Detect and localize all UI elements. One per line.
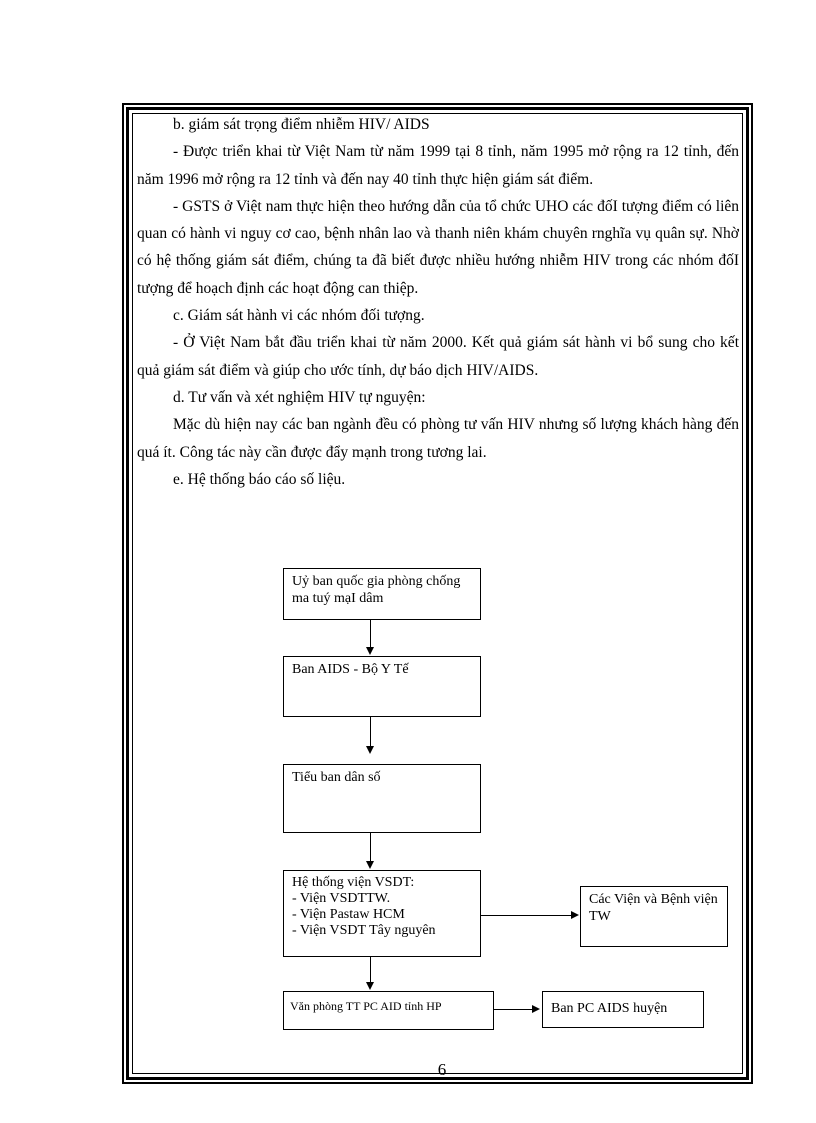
body-text xyxy=(137,111,739,493)
flow-box-population-subcommittee xyxy=(283,764,481,833)
flow-box-central-institutes xyxy=(580,886,728,947)
flow-box-aids-ministry-label: Ban AIDS - Bộ Y Tế xyxy=(292,662,409,677)
heading-b: b. giám sát trọng điểm nhiễm HIV/ AIDS xyxy=(173,116,430,133)
paragraph-d-1: Mặc dù hiện nay các ban ngành đều có phòng tư vấn HIV nhưng số lượng khách hàng đến quá ít. Công tác này cần được đẩy mạnh trong tương lai. xyxy=(137,416,739,461)
flow-box-vsdt-item: - Viện VSDTTW. xyxy=(292,891,391,906)
page-number: 6 xyxy=(437,1060,447,1079)
flow-box-national-committee-label: Uỷ ban quốc gia phòng chống ma tuý mạI dâm xyxy=(292,574,461,606)
heading-c: c. Giám sát hành vi các nhóm đối tượng. xyxy=(173,307,425,325)
arrow-right-icon xyxy=(571,911,579,919)
flow-box-national-committee xyxy=(283,568,481,620)
arrow-down-icon xyxy=(366,746,374,754)
flow-box-vsdt-system xyxy=(283,870,481,957)
paragraph-b-1: - Được triển khai từ Việt Nam từ năm 1999 tại 8 tỉnh, năm 1995 mở rộng ra 12 tỉnh, đến năm 1996 mở rộng ra 12 tỉnh và đến nay 40 tỉnh thực hiện giám sát điểm. xyxy=(137,143,739,188)
flow-connector-5 xyxy=(370,957,371,983)
flow-box-central-institutes-label: Các Viện và Bệnh viện TW xyxy=(589,892,718,924)
arrow-down-icon xyxy=(366,861,374,869)
flow-box-provincial-office-label: Văn phòng TT PC AID tỉnh HP xyxy=(290,999,442,1013)
flow-connector-2 xyxy=(370,717,371,747)
flow-connector-3 xyxy=(370,833,371,862)
flow-connector-6 xyxy=(494,1009,532,1010)
flow-connector-4 xyxy=(481,915,571,916)
paragraph-b-2: - GSTS ở Việt nam thực hiện theo hướng dẫn của tổ chức UHO các đốI tượng điểm có liên quan có hành vi nguy cơ cao, bệnh nhân lao và thanh niên khám chuyên rnghĩa vụ quân sự. Nhờ có hệ thống giám sát điểm, chúng ta đã biết được nhiều hướng nhiễm HIV trong các nhóm đốI tượng để hoạch định các hoạt động can thiệp. xyxy=(137,197,739,297)
flow-box-aids-ministry xyxy=(283,656,481,717)
arrow-right-icon xyxy=(532,1005,540,1013)
heading-e: e. Hệ thống báo cáo số liệu. xyxy=(173,470,346,488)
flow-connector-1 xyxy=(370,620,371,648)
arrow-down-icon xyxy=(366,982,374,990)
heading-d: d. Tư vấn và xét nghiệm HIV tự nguyện: xyxy=(173,388,426,406)
flow-box-vsdt-item: - Viện Pastaw HCM xyxy=(292,907,405,922)
flow-box-vsdt-system-title: Hệ thống viện VSDT: xyxy=(292,875,415,890)
paragraph-c-1: - Ở Việt Nam bắt đầu triển khai từ năm 2000. Kết quả giám sát hành vi bổ sung cho kết quả giám sát điểm và giúp cho ước tính, dự báo dịch HIV/AIDS. xyxy=(137,334,739,379)
flow-box-district-aids xyxy=(542,991,704,1028)
flow-box-district-aids-label: Ban PC AIDS huyện xyxy=(551,1001,668,1016)
flow-box-population-subcommittee-label: Tiểu ban dân số xyxy=(292,770,381,785)
flow-box-provincial-office xyxy=(283,991,494,1030)
flow-box-vsdt-item: - Viện VSDT Tây nguyên xyxy=(292,923,436,938)
arrow-down-icon xyxy=(366,647,374,655)
